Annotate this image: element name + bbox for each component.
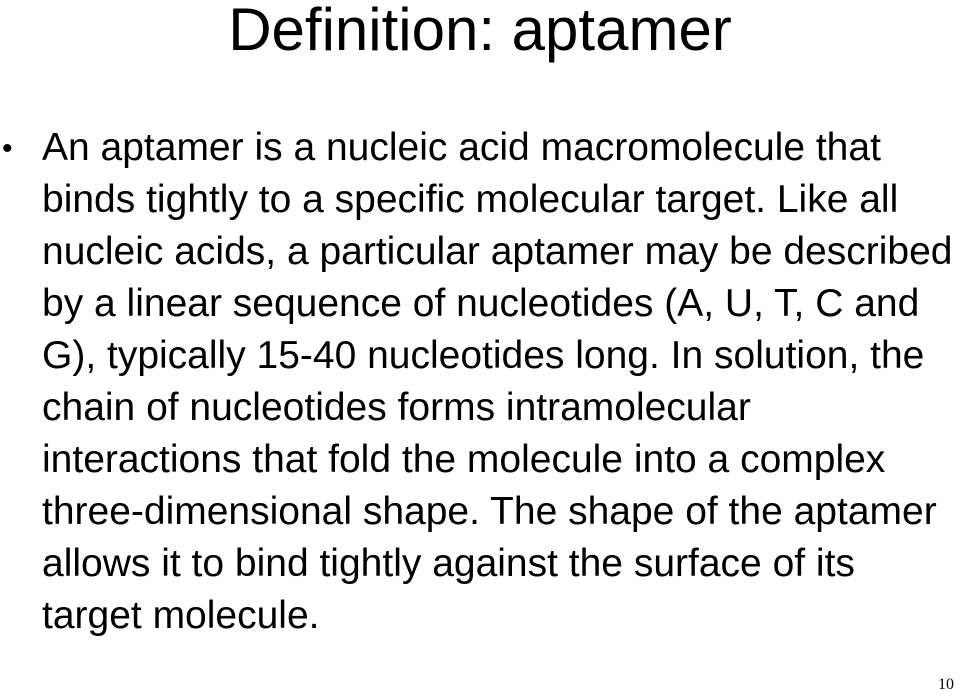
bullet-list — [0, 122, 960, 642]
bullet-marker: • — [2, 132, 13, 165]
slide-title: Definition: aptamer — [228, 0, 732, 63]
bullet-item — [0, 122, 960, 642]
bullet-text: An aptamer is a nucleic acid macromolecule that binds tightly to a specific molecular target. Like all nucleic acids, a particular aptamer may be described by a linear sequence of nucleotides (A, U, T, C and G), typically 15-40 nucleotides long. In solution, the chain of nucleotides forms intramolecular interactions that fold the molecule into a complex three-dimensional shape. The shape of the aptamer allows it to bind tightly against the surface of its target molecule. — [42, 126, 953, 637]
page-number: 10 — [938, 676, 954, 693]
